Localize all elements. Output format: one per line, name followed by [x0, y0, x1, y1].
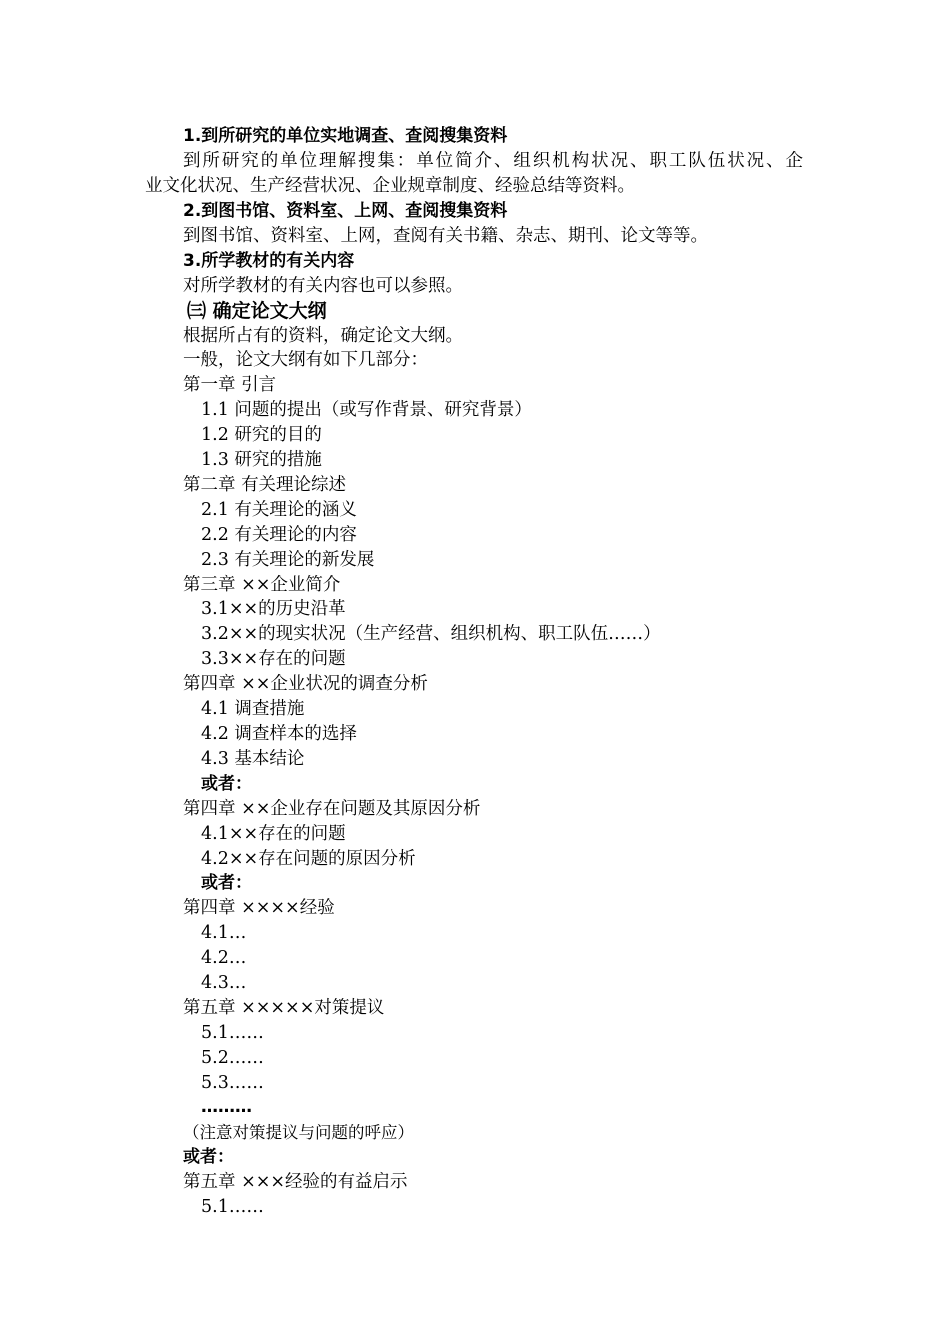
- chapter-title: 第二章 有关理论综述: [183, 475, 347, 495]
- outline-item: 4.2…: [201, 948, 247, 968]
- outline-item: 4.1…: [201, 923, 247, 943]
- paragraph-line: 到图书馆、资料室、上网，查阅有关书籍、杂志、期刊、论文等等。: [183, 226, 708, 246]
- section-heading-3: 3.所学教材的有关内容: [183, 251, 355, 271]
- outline-item: 1.2 研究的目的: [201, 425, 322, 445]
- or-label: 或者：: [201, 873, 252, 893]
- outline-heading: ㈢ 确定论文大纲: [187, 300, 327, 322]
- outline-item: 4.1××存在的问题: [201, 824, 346, 844]
- note-line: （注意对策提议与问题的呼应）: [183, 1123, 414, 1142]
- outline-item: 4.3…: [201, 973, 247, 993]
- chapter-title: 第五章 ×××经验的有益启示: [183, 1172, 408, 1192]
- or-label: 或者：: [201, 774, 252, 794]
- chapter-title: 第一章 引言: [183, 375, 277, 395]
- outline-item: 5.1……: [201, 1197, 264, 1217]
- chapter-title: 第四章 ××企业状况的调查分析: [183, 674, 428, 694]
- outline-item: 4.3 基本结论: [201, 749, 305, 769]
- outline-item: 2.2 有关理论的内容: [201, 525, 357, 545]
- outline-item: 5.3……: [201, 1073, 264, 1093]
- outline-item: 1.3 研究的措施: [201, 450, 322, 470]
- paragraph-line: 到所研究的单位理解搜集：单位简介、组织机构状况、职工队伍状况、企: [183, 151, 803, 171]
- outline-item: 3.2××的现实状况（生产经营、组织机构、职工队伍……）: [201, 624, 661, 644]
- section-heading-2: 2.到图书馆、资料室、上网、查阅搜集资料: [183, 201, 508, 221]
- paragraph-line: 对所学教材的有关内容也可以参照。: [183, 276, 463, 296]
- outline-item: 1.1 问题的提出（或写作背景、研究背景）: [201, 400, 532, 420]
- paragraph-line: 一般，论文大纲有如下几部分：: [183, 350, 428, 370]
- chapter-title: 第三章 ××企业简介: [183, 575, 341, 595]
- ellipsis-line: ………: [201, 1097, 252, 1117]
- paragraph-line: 根据所占有的资料，确定论文大纲。: [183, 326, 463, 346]
- chapter-title: 第四章 ××××经验: [183, 898, 335, 918]
- chapter-title: 第五章 ×××××对策提议: [183, 998, 385, 1018]
- outline-item: 2.3 有关理论的新发展: [201, 550, 375, 570]
- or-label: 或者：: [183, 1147, 234, 1167]
- outline-item: 5.1……: [201, 1023, 264, 1043]
- outline-item: 4.1 调查措施: [201, 699, 305, 719]
- outline-item: 4.2××存在问题的原因分析: [201, 849, 416, 869]
- section-heading-1: 1.到所研究的单位实地调查、查阅搜集资料: [183, 126, 508, 146]
- outline-item: 2.1 有关理论的涵义: [201, 500, 357, 520]
- chapter-title: 第四章 ××企业存在问题及其原因分析: [183, 799, 481, 819]
- outline-item: 5.2……: [201, 1048, 264, 1068]
- outline-item: 3.1××的历史沿革: [201, 599, 346, 619]
- paragraph-line: 业文化状况、生产经营状况、企业规章制度、经验总结等资料。: [145, 176, 635, 196]
- outline-item: 3.3××存在的问题: [201, 649, 346, 669]
- outline-item: 4.2 调查样本的选择: [201, 724, 357, 744]
